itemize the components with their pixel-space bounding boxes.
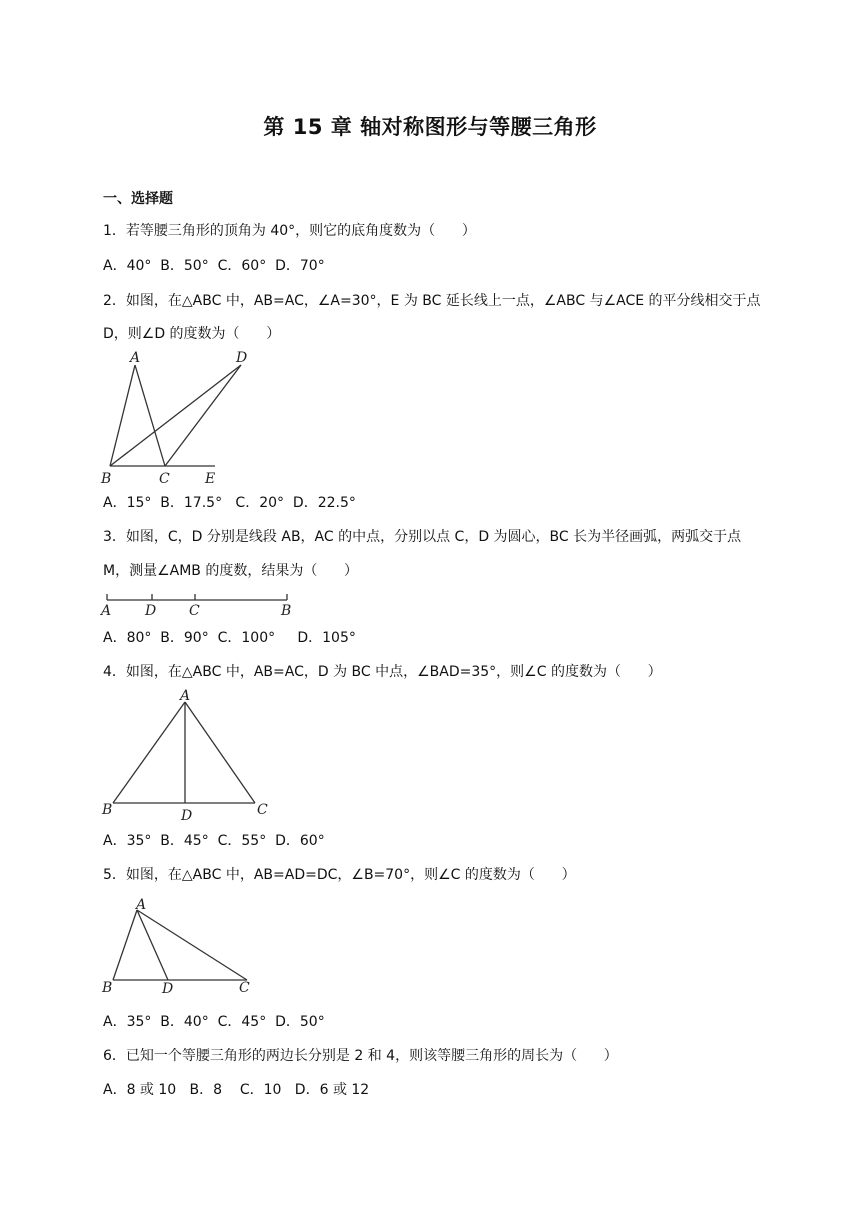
point-label-d: D: [145, 603, 157, 619]
segment-ab: [110, 365, 135, 466]
q3-figure: [95, 588, 305, 620]
q6-stem: 6．已知一个等腰三角形的两边长分别是 2 和 4，则该等腰三角形的周长为（ ）: [103, 1048, 618, 1064]
point-label-c: C: [239, 980, 250, 996]
point-label-c: C: [189, 603, 200, 619]
segment-ac: [137, 910, 247, 980]
point-label-b: B: [102, 980, 113, 996]
segment-ac: [185, 702, 255, 803]
q1-stem: 1．若等腰三角形的顶角为 40°，则它的底角度数为（ ）: [103, 223, 476, 239]
q5-options: A．35° B．40° C．45° D．50°: [103, 1014, 325, 1030]
q2-figure: [95, 345, 275, 490]
q3-options: A．80° B．90° C．100° D．105°: [103, 630, 356, 646]
q2-stem-line2: D，则∠D 的度数为（ ）: [103, 326, 281, 342]
point-label-b: B: [102, 802, 113, 818]
point-label-c: C: [159, 471, 170, 487]
point-label-a: A: [136, 897, 147, 913]
q1-options: A．40° B．50° C．60° D．70°: [103, 258, 325, 274]
segment-bd: [110, 365, 241, 466]
point-label-e: E: [205, 471, 216, 487]
segment-ac: [135, 365, 165, 466]
q5-figure: [95, 895, 265, 1000]
point-label-d: D: [236, 350, 248, 366]
q4-stem: 4．如图，在△ABC 中，AB=AC，D 为 BC 中点，∠BAD=35°，则∠C 的度数为（ ）: [103, 664, 662, 680]
q5-stem: 5．如图，在△ABC 中，AB=AD=DC，∠B=70°，则∠C 的度数为（ ）: [103, 867, 576, 883]
q6-options: A．8 或 10 B．8 C．10 D．6 或 12: [103, 1082, 370, 1098]
q3-stem-line1: 3．如图，C，D 分别是线段 AB，AC 的中点，分别以点 C，D 为圆心，BC 长为半径画弧，两弧交于点: [103, 529, 742, 545]
q2-stem-line1: 2．如图，在△ABC 中，AB=AC，∠A=30°，E 为 BC 延长线上一点，∠ABC 与∠ACE 的平分线相交于点: [103, 293, 761, 309]
point-label-a: A: [180, 688, 191, 704]
section-heading: 一、选择题: [103, 191, 173, 207]
point-label-d: D: [162, 981, 174, 997]
point-label-d: D: [181, 808, 193, 824]
page-title: 第 15 章 轴对称图形与等腰三角形: [263, 115, 597, 139]
q2-options: A．15° B．17.5° C．20° D．22.5°: [103, 495, 356, 511]
point-label-b: B: [101, 471, 112, 487]
point-label-a: A: [101, 603, 112, 619]
q4-options: A．35° B．45° C．55° D．60°: [103, 833, 325, 849]
segment-ab: [113, 910, 137, 980]
segment-ab: [113, 702, 185, 803]
point-label-c: C: [257, 802, 268, 818]
q3-stem-line2: M，测量∠AMB 的度数，结果为（ ）: [103, 563, 359, 579]
q4-figure: [95, 685, 285, 824]
point-label-b: B: [281, 603, 292, 619]
point-label-a: A: [130, 350, 141, 366]
